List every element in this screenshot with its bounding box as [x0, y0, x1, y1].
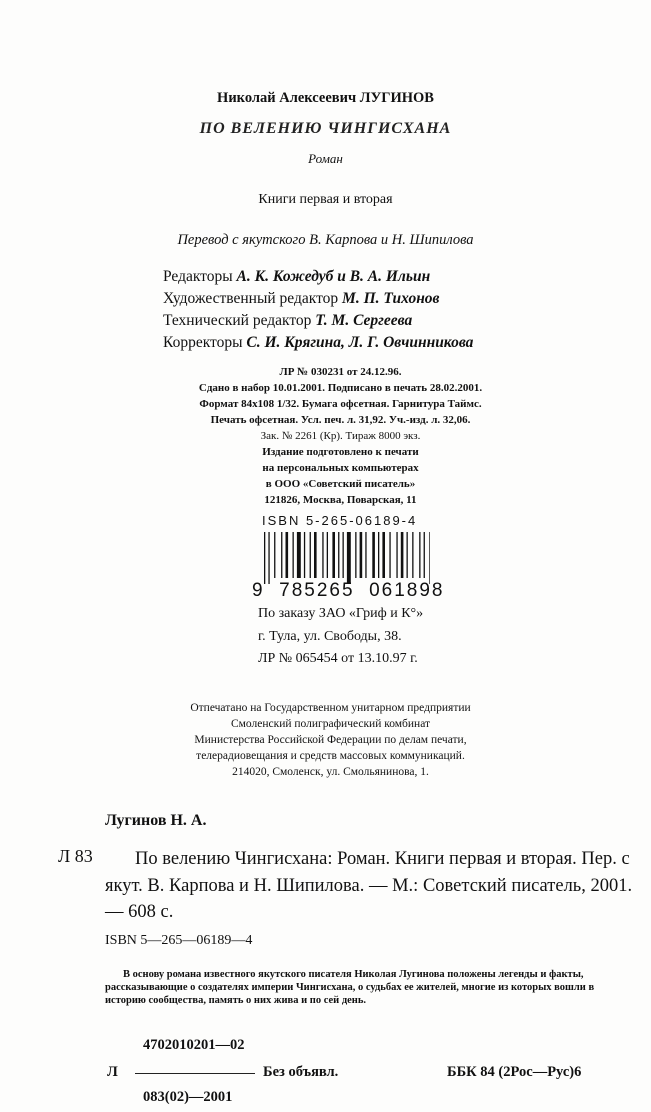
author: Николай Алексеевич ЛУГИНОВ — [217, 90, 434, 106]
barcode-bar — [281, 532, 282, 578]
barcode-bar — [382, 532, 385, 578]
barcode-bar — [322, 532, 323, 578]
order-line: По заказу ЗАО «Гриф и К°» — [258, 606, 424, 621]
imprint-line: на персональных компьютерах — [262, 462, 419, 474]
editor-line: Редакторы А. К. Кожедуб и В. А. Ильин — [163, 268, 431, 285]
barcode-digits: 9 785265 061898 — [252, 580, 445, 601]
imprint-line: Издание подготовлено к печати — [262, 446, 419, 458]
imprint-line: в ООО «Советский писатель» — [265, 478, 416, 490]
printed-block — [5, 700, 651, 780]
barcode-bar — [355, 532, 356, 578]
barcode-bar — [347, 532, 351, 584]
annotation: В основу романа известного якутского писателя Николая Лугинова положены легенды и факты, рассказывающие о создателях империи Чингисхана, о судьбах ее жителей, многие из которых вошли в историю сообщества, память о них жива и по сей день. — [105, 969, 595, 1006]
barcode-bar — [274, 532, 275, 578]
barcode-bar — [310, 532, 311, 578]
barcode-bar — [429, 532, 430, 584]
imprint-line: ЛР № 030231 от 24.12.96. — [279, 366, 402, 378]
imprint-line: Формат 84х108 1/32. Бумага офсетная. Гарнитура Таймс. — [199, 398, 482, 410]
printed-line: телерадиовещания и средств массовых коммуникаций. — [196, 750, 465, 762]
printed-line: 214020, Смоленск, ул. Смольянинова, 1. — [232, 766, 429, 778]
barcode-bar — [424, 532, 425, 578]
imprint-line: Печать офсетная. Усл. печ. л. 31,92. Уч.-изд. л. 32,06. — [210, 414, 471, 426]
editor-line: Художественный редактор М. П. Тихонов — [163, 290, 440, 307]
imprint-block — [15, 364, 651, 508]
editor-line: Технический редактор Т. М. Сергеева — [163, 312, 413, 329]
barcode-bar — [360, 532, 363, 578]
imprint-line: Сдано в набор 10.01.2001. Подписано в печать 28.02.2001. — [198, 382, 483, 394]
barcode-bar — [268, 532, 269, 584]
denominator: 083(02)—2001 — [143, 1089, 233, 1105]
barcode-bar — [389, 532, 390, 578]
barcode-bar — [338, 532, 339, 578]
no-ads: Без объявл. — [263, 1064, 339, 1080]
barcode-bar — [293, 532, 294, 578]
barcode-bar — [264, 532, 265, 584]
order-line: ЛР № 065454 от 13.10.97 г. — [258, 651, 418, 666]
barcode-bar — [327, 532, 328, 578]
printed-line: Отпечатано на Государственном унитарном предприятии — [190, 702, 471, 714]
book-title: ПО ВЕЛЕНИЮ ЧИНГИСХАНА — [199, 120, 452, 137]
imprint-line: 121826, Москва, Поварская, 11 — [264, 494, 417, 506]
barcode-bar — [314, 532, 317, 578]
fraction-line — [135, 1073, 255, 1074]
barcode-bar — [396, 532, 397, 578]
printed-line: Смоленский полиграфический комбинат — [230, 718, 431, 730]
barcode-bar — [343, 532, 344, 578]
barcode-bar — [332, 532, 335, 578]
catalog-isbn: ISBN 5—265—06189—4 — [105, 933, 253, 948]
catalog-description: По велению Чингисхана: Роман. Книги первая и вторая. Пер. с якут. В. Карпова и Н. Шипилова. — М.: Советский писатель, 2001. — 608 с. — [105, 849, 633, 922]
catalog-code: Л 83 — [58, 846, 93, 866]
catalog-heading: Лугинов Н. А. — [105, 812, 207, 829]
barcode-bar — [286, 532, 289, 578]
letter-code: Л — [107, 1064, 118, 1080]
order-line: г. Тула, ул. Свободы, 38. — [258, 629, 402, 644]
bbk: ББК 84 (2Рос—Рус)6 — [447, 1064, 582, 1080]
barcode-bar — [304, 532, 305, 578]
barcode-bar — [407, 532, 408, 578]
books-subtitle: Книги первая и вторая — [258, 192, 393, 207]
barcode-bar — [297, 532, 301, 578]
imprint-line: Зак. № 2261 (Кр). Тираж 8000 экз. — [260, 430, 421, 442]
barcode-bar — [365, 532, 366, 578]
barcode-bar — [401, 532, 404, 578]
editor-line: Корректоры С. И. Крягина, Л. Г. Овчинникова — [163, 334, 474, 351]
numerator: 4702010201—02 — [143, 1037, 245, 1053]
translation: Перевод с якутского В. Карпова и Н. Шипилова — [177, 232, 474, 248]
printed-line: Министерства Российской Федерации по делам печати, — [194, 734, 467, 746]
barcode-bar — [378, 532, 379, 578]
genre: Роман — [308, 151, 343, 166]
barcode-bar — [419, 532, 420, 578]
barcode — [262, 532, 430, 584]
barcode-bar — [412, 532, 413, 578]
isbn-top: ISBN 5-265-06189-4 — [262, 513, 418, 528]
barcode-bar — [372, 532, 375, 578]
